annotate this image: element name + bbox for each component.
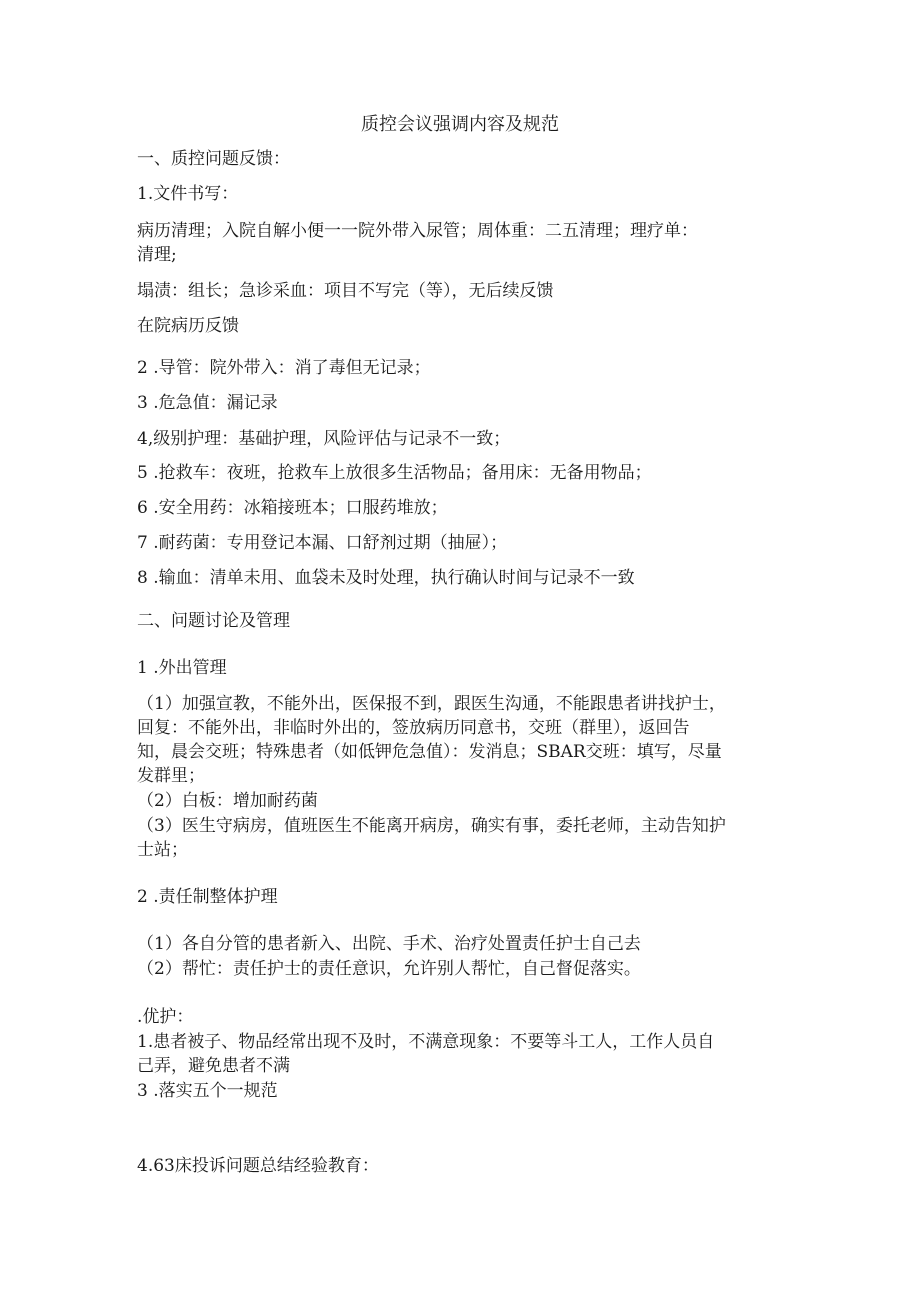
item1-heading: 1.文件书写：	[137, 184, 239, 204]
sub1-p3-line1: （3）医生守病房，值班医生不能离开病房，确实有事，委托老师，主动告知护	[137, 816, 726, 836]
document-title: 质控会议强调内容及规范	[361, 114, 559, 135]
sub1-p1-line4: 发群里；	[137, 766, 205, 786]
sub2-p2: （2）帮忙：责任护士的责任意识，允许别人帮忙，自己督促落实。	[137, 959, 641, 979]
sub3-p2: 3 .落实五个一规范	[137, 1081, 278, 1101]
section2-heading: 二、问题讨论及管理	[137, 611, 290, 631]
sub1-heading: 1 .外出管理	[137, 658, 227, 678]
item4: 4,级别护理：基础护理，风险评估与记录不一致；	[137, 429, 511, 449]
sub2-p1: （1）各自分管的患者新入、出院、手术、治疗处置责任护士自己去	[137, 934, 641, 954]
item7: 7 .耐药菌：专用登记本漏、口舒剂过期（抽屉）；	[137, 533, 508, 553]
section1-heading: 一、质控问题反馈：	[137, 149, 290, 169]
sub4-heading: 4.63床投诉问题总结经验教育：	[137, 1156, 379, 1176]
sub1-p2: （2）白板：增加耐药菌	[137, 791, 318, 811]
sub1-p1-line3: 知，晨会交班；特殊患者（如低钾危急值）：发消息；SBAR交班：填写，尽量	[137, 742, 722, 762]
item5: 5 .抢救车：夜班，抢救车上放很多生活物品；备用床：无备用物品；	[137, 463, 652, 483]
sub1-p1-line2: 回复：不能外出，非临时外出的，签放病历同意书，交班（群里），返回告	[137, 718, 690, 738]
item2: 2 .导管：院外带入：消了毒但无记录；	[137, 358, 431, 378]
item6: 6 .安全用药：冰箱接班本；口服药堆放；	[137, 498, 448, 518]
item8: 8 .输血：清单未用、血袋未及时处理，执行确认时间与记录不一致	[137, 568, 635, 588]
item1-line4: 在院病历反馈	[137, 316, 239, 336]
sub3-p1-line2: 己弄，避免患者不满	[137, 1056, 290, 1076]
item1-line1: 病历清理；入院自解小便一一院外带入尿管；周体重：二五清理；理疗单：	[137, 221, 698, 241]
sub1-p3-line2: 士站；	[137, 840, 188, 860]
sub3-p1-line1: 1.患者被子、物品经常出现不及时，不满意现象：不要等斗工人，工作人员自	[137, 1032, 715, 1052]
item1-line3: 塌渍：组长；急诊采血：项目不写完（等），无后续反馈	[137, 281, 554, 301]
sub2-heading: 2 .责任制整体护理	[137, 887, 278, 907]
sub1-p1-line1: （1）加强宣教，不能外出，医保报不到，跟医生沟通，不能跟患者讲找护士，	[137, 694, 726, 714]
sub3-heading: .优护：	[137, 1007, 194, 1027]
item3: 3 .危急值：漏记录	[137, 393, 278, 413]
item1-line2: 清理;	[137, 245, 177, 265]
